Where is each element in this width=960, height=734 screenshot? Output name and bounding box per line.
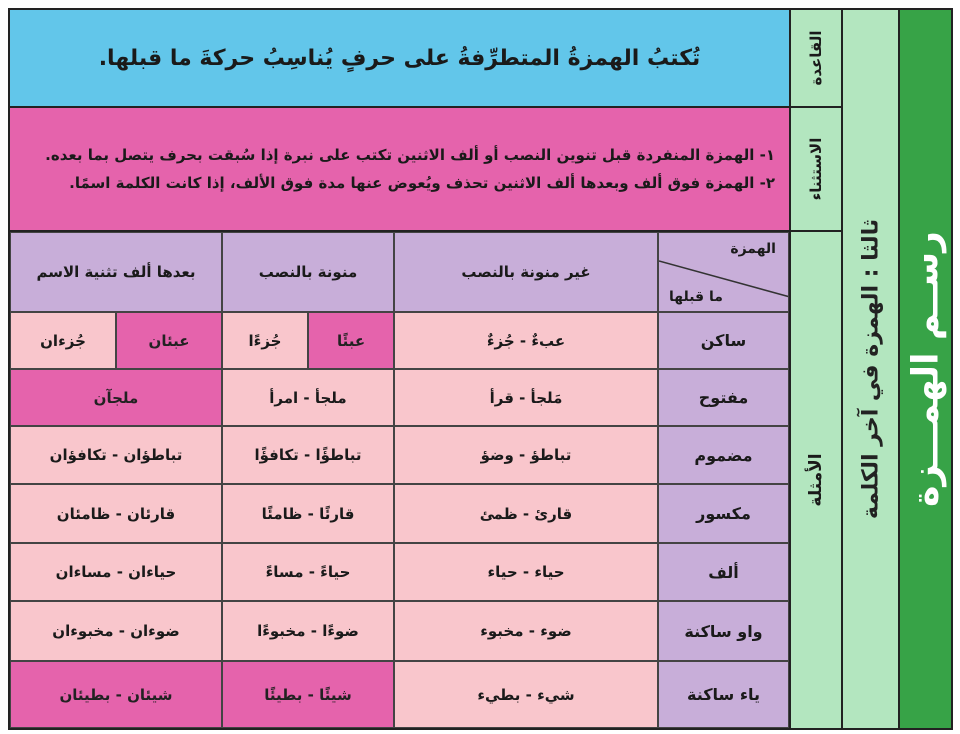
cell-not-tanween: تباطؤ - وضؤ <box>394 426 658 484</box>
cell-tanween: ملجأ - امرأ <box>222 369 394 426</box>
section-title-strip <box>841 8 900 730</box>
main-title-strip <box>898 8 953 730</box>
rule-text: تُكتبُ الهمزةُ المتطرِّفةُ على حرفٍ يُناسِبُ حركةَ ما قبلها. <box>98 45 701 71</box>
row-label: مفتوح <box>658 369 789 426</box>
cell-not-tanween: شيء - بطيء <box>394 661 658 728</box>
label-examples: الأمثلة <box>789 230 843 730</box>
row-label: واو ساكنة <box>658 601 789 661</box>
exceptions-box <box>8 106 791 232</box>
section-title: ثالثا : الهمزة في آخر الكلمة <box>858 218 883 520</box>
header-dual: بعدها ألف تثنية الاسم <box>10 232 222 312</box>
exception-line-2: ٢- الهمزة فوق ألف وبعدها ألف الاثنين تحذف ويُعوض عنها مدة فوق الألف، إذا كانت الكلمة اسمًا. <box>69 174 775 192</box>
cell-tanween: قارئًا - ظامئًا <box>222 484 394 543</box>
label-rule: القاعدة <box>789 8 843 108</box>
corner-bottom-label: ما قبلها <box>669 289 723 305</box>
label-exception: الاستثناء <box>789 106 843 232</box>
cell-not-tanween: ضوء - مخبوء <box>394 601 658 661</box>
cell-dual: قارئان - ظامئان <box>10 484 222 543</box>
cell-dual-a: عبئان <box>116 312 222 369</box>
header-corner <box>658 232 789 312</box>
cell-dual: شيئان - بطيئان <box>10 661 222 728</box>
cell-tanween: حياءً - مساءً <box>222 543 394 601</box>
row-label: مكسور <box>658 484 789 543</box>
row-label: ألف <box>658 543 789 601</box>
cell-dual: ضوءان - مخبوءان <box>10 601 222 661</box>
corner-top-label: الهمزة <box>730 241 776 257</box>
row-label: ياء ساكنة <box>658 661 789 728</box>
cell-tanween-b: جُزءًا <box>222 312 308 369</box>
rule-box <box>8 8 791 108</box>
cell-dual: تباطؤان - تكافؤان <box>10 426 222 484</box>
row-label: ساكن <box>658 312 789 369</box>
exception-line-1: ١- الهمزة المنفردة قبل تنوين النصب أو ألف الاثنين تكتب على نبرة إذا سُبقت بحرف يتصل بما بعده. <box>45 146 775 164</box>
cell-dual: حياءان - مساءان <box>10 543 222 601</box>
row-label: مضموم <box>658 426 789 484</box>
cell-dual-b: جُزءان <box>10 312 116 369</box>
cell-tanween: تباطؤًا - تكافؤًا <box>222 426 394 484</box>
cell-not-tanween: قارئ - ظمئ <box>394 484 658 543</box>
cell-not-tanween: مَلجأ - قرأ <box>394 369 658 426</box>
cell-not-tanween: عبءٌ - جُزءٌ <box>394 312 658 369</box>
cell-dual: ملجآن <box>10 369 222 426</box>
cell-not-tanween: حياء - حياء <box>394 543 658 601</box>
cell-tanween: شيئًا - بطيئًا <box>222 661 394 728</box>
cell-tanween: ضوءًا - مخبوءًا <box>222 601 394 661</box>
header-tanween: منونة بالنصب <box>222 232 394 312</box>
examples-table <box>8 230 791 730</box>
main-title: رســم الهمـــزة <box>905 231 946 507</box>
cell-tanween-a: عبئًا <box>308 312 394 369</box>
header-not-tanween: غير منونة بالنصب <box>394 232 658 312</box>
